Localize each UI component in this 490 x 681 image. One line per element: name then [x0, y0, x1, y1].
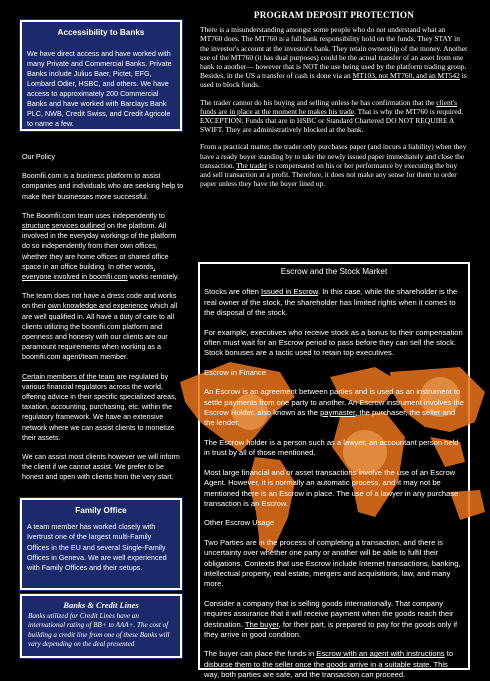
policy-paragraph-1: Boomfii.com is a business platform to assist companies and individuals who are seeking help to make their businesses more successful.	[22, 172, 184, 201]
policy-paragraph-4: Certain members of the team are regulated by various financial regulators across the world, offering advice in their specific specialized areas, taxation, accounting, purchasing, etc. within the regulatory framework. We have an extensive network where we can assist clients to monetize their assets.	[22, 372, 177, 442]
family-office-box	[20, 498, 182, 590]
banks-credit-lines-title: Banks & Credit Lines	[63, 601, 139, 610]
escrow-paragraph-8: The buyer can place the funds in Escrow with an agent with instructions to disburse them to the seller once the goods arrive in a suitable state. This way, both parties are safe, and the transaction can proceed.	[204, 649, 454, 680]
family-office-body: A team member has worked closely with Ivertrust one of the largest multi-Family Offices in the EU and several Single-Family Offices in Geneva. We are well experienced with Family Offices and their setups.	[27, 522, 167, 573]
program-title: PROGRAM DEPOSIT PROTECTION	[253, 10, 415, 20]
program-deposit-protection-section	[200, 11, 468, 196]
escrow-paragraph-7: Consider a company that is selling goods internationally. That company requires assurance that it will receive payment when the goods reach their destination. The buyer, for their part, is prepared to pay for the goods only if they arrive in good condition.	[204, 598, 458, 639]
accessibility-title: Accessibility to Banks	[57, 28, 145, 37]
escrow-paragraph-4: The Escrow holder is a person such as a lawyer, an accountant person held in trust by all of those mentioned.	[204, 437, 459, 458]
policy-paragraph-5: We can assist most clients however we will inform the client if we cannot assist. We prefer to be honest and open with clients from the very start.	[22, 453, 180, 482]
escrow-paragraph-1: Stocks are often Issued in Escrow. In this case, while the shareholder is the real owner of the stock, the shareholder has limited rights when it comes to the disposal of the stock.	[204, 287, 458, 318]
policy-paragraph-3: The team does not have a dress code and works on their own knowledge and experience which all are well qualified in. All have a duty of care to all clients utilizing the boomfii.com platform and openness and honesty with our clients are our paramount requirements when working as a boomfii.com agent/team member.	[22, 292, 178, 362]
escrow-paragraph-2: For example, executives who receive stock as a bonus to their compensation often must wait for an Escrow period to pass before they can sell the stock. Stock bonuses are a tactic used to retain top executives.	[204, 327, 463, 358]
escrow-subheading-other: Other Escrow Usage	[204, 518, 275, 528]
escrow-subheading-finance: Escrow in Finance	[204, 367, 267, 377]
escrow-paragraph-6: Two Parties are in the process of completing a transaction, and there is uncertainty over whether one party or another will be able to fulfil their obligations. Contexts that use Escrow include Internet transactions, banking, intellectual property, real estate, mergers and acquisitions, law, and many more.	[204, 537, 461, 589]
program-paragraph-2: The trader cannot do his buying and selling unless he has confirmation that the client's funds are in place at the moment he makes his trade. That is why the MT760 is required. EXCEPTION: Funds that are in HSBC or Standard Chartered DO NOT REQUIRE A SWIFT. They are administratively blocked at the bank.	[200, 97, 464, 135]
family-office-title: Family Office	[75, 506, 127, 515]
policy-heading: Our Policy	[22, 153, 55, 161]
accessibility-to-banks-box	[20, 20, 182, 131]
policy-paragraph-2: The Boomfii.com team uses independently to structure services outlined on the platform. All involved in the everyday workings of the platform do so independently from their own offices, whether they are home offices or shared office space in an office building. In other words, everyone involved in boomfii.com works remotely.	[22, 211, 180, 282]
escrow-title: Escrow and the Stock Market	[280, 267, 388, 276]
banks-credit-lines-body: Banks utilized for Credit Lines have an international rating of BB+ to AAA+. The cost of building a credit line from one of these Banks will vary depending on the deal presented	[28, 612, 170, 648]
accessibility-body: We have direct access and have worked with many Private and Commercial Banks. Private Banks include Julius Baer, Pictet, EFG, Lombard Odier, HSBC, and others. We have access to approximately 200 Commercial Banks and have worked with Barclays Bank PLC, NWB, Credit Swiss, and Credit Agricole to name a few.	[27, 49, 172, 128]
escrow-paragraph-3: An Escrow is an agreement between parties and is used as an instrument to settle payments from one party to another. An Escrow instrument involves the Escrow Holder, also known as the paymaster, the purchaser, the seller and the lender.	[204, 387, 465, 428]
escrow-stock-market-box	[198, 262, 470, 680]
escrow-paragraph-5: Most large financial and or asset transactions involve the use of an Escrow Agent. However, it is normally an automatic process, and it may not be mentioned there is an Escrow in place. The use of a lawyer in any purchase transaction is an Escrow.	[204, 467, 459, 508]
program-paragraph-1: There is a misunderstanding amongst some people who do not understand what an MT760 does. The MT760 is a full bank responsibility hold on the funds. They STAY in the investor's account at the investor's bank. They retain ownership of the money. Another use of the MT760 (it has dual purposes) could be the actual transfer of an asset from one bank to another— however that is NOT the use being used by the platform trading group. Besides, in the US a transfer of cash is done via an MT103, not MT760, and an MT542 is used to block funds.	[200, 25, 468, 90]
banks-credit-lines-box	[20, 594, 182, 658]
program-paragraph-3: From a practical matter, the trader only purchases paper (and incurs a liability) when they have a ready buyer standing by to take the newly issued paper immediately and close the transaction. The trader is compensated on his or her performance by executing the buy and sell transaction at a profit. Therefore, it does not make any sense for them to order paper unless they have the buyer lined up.	[200, 142, 467, 189]
